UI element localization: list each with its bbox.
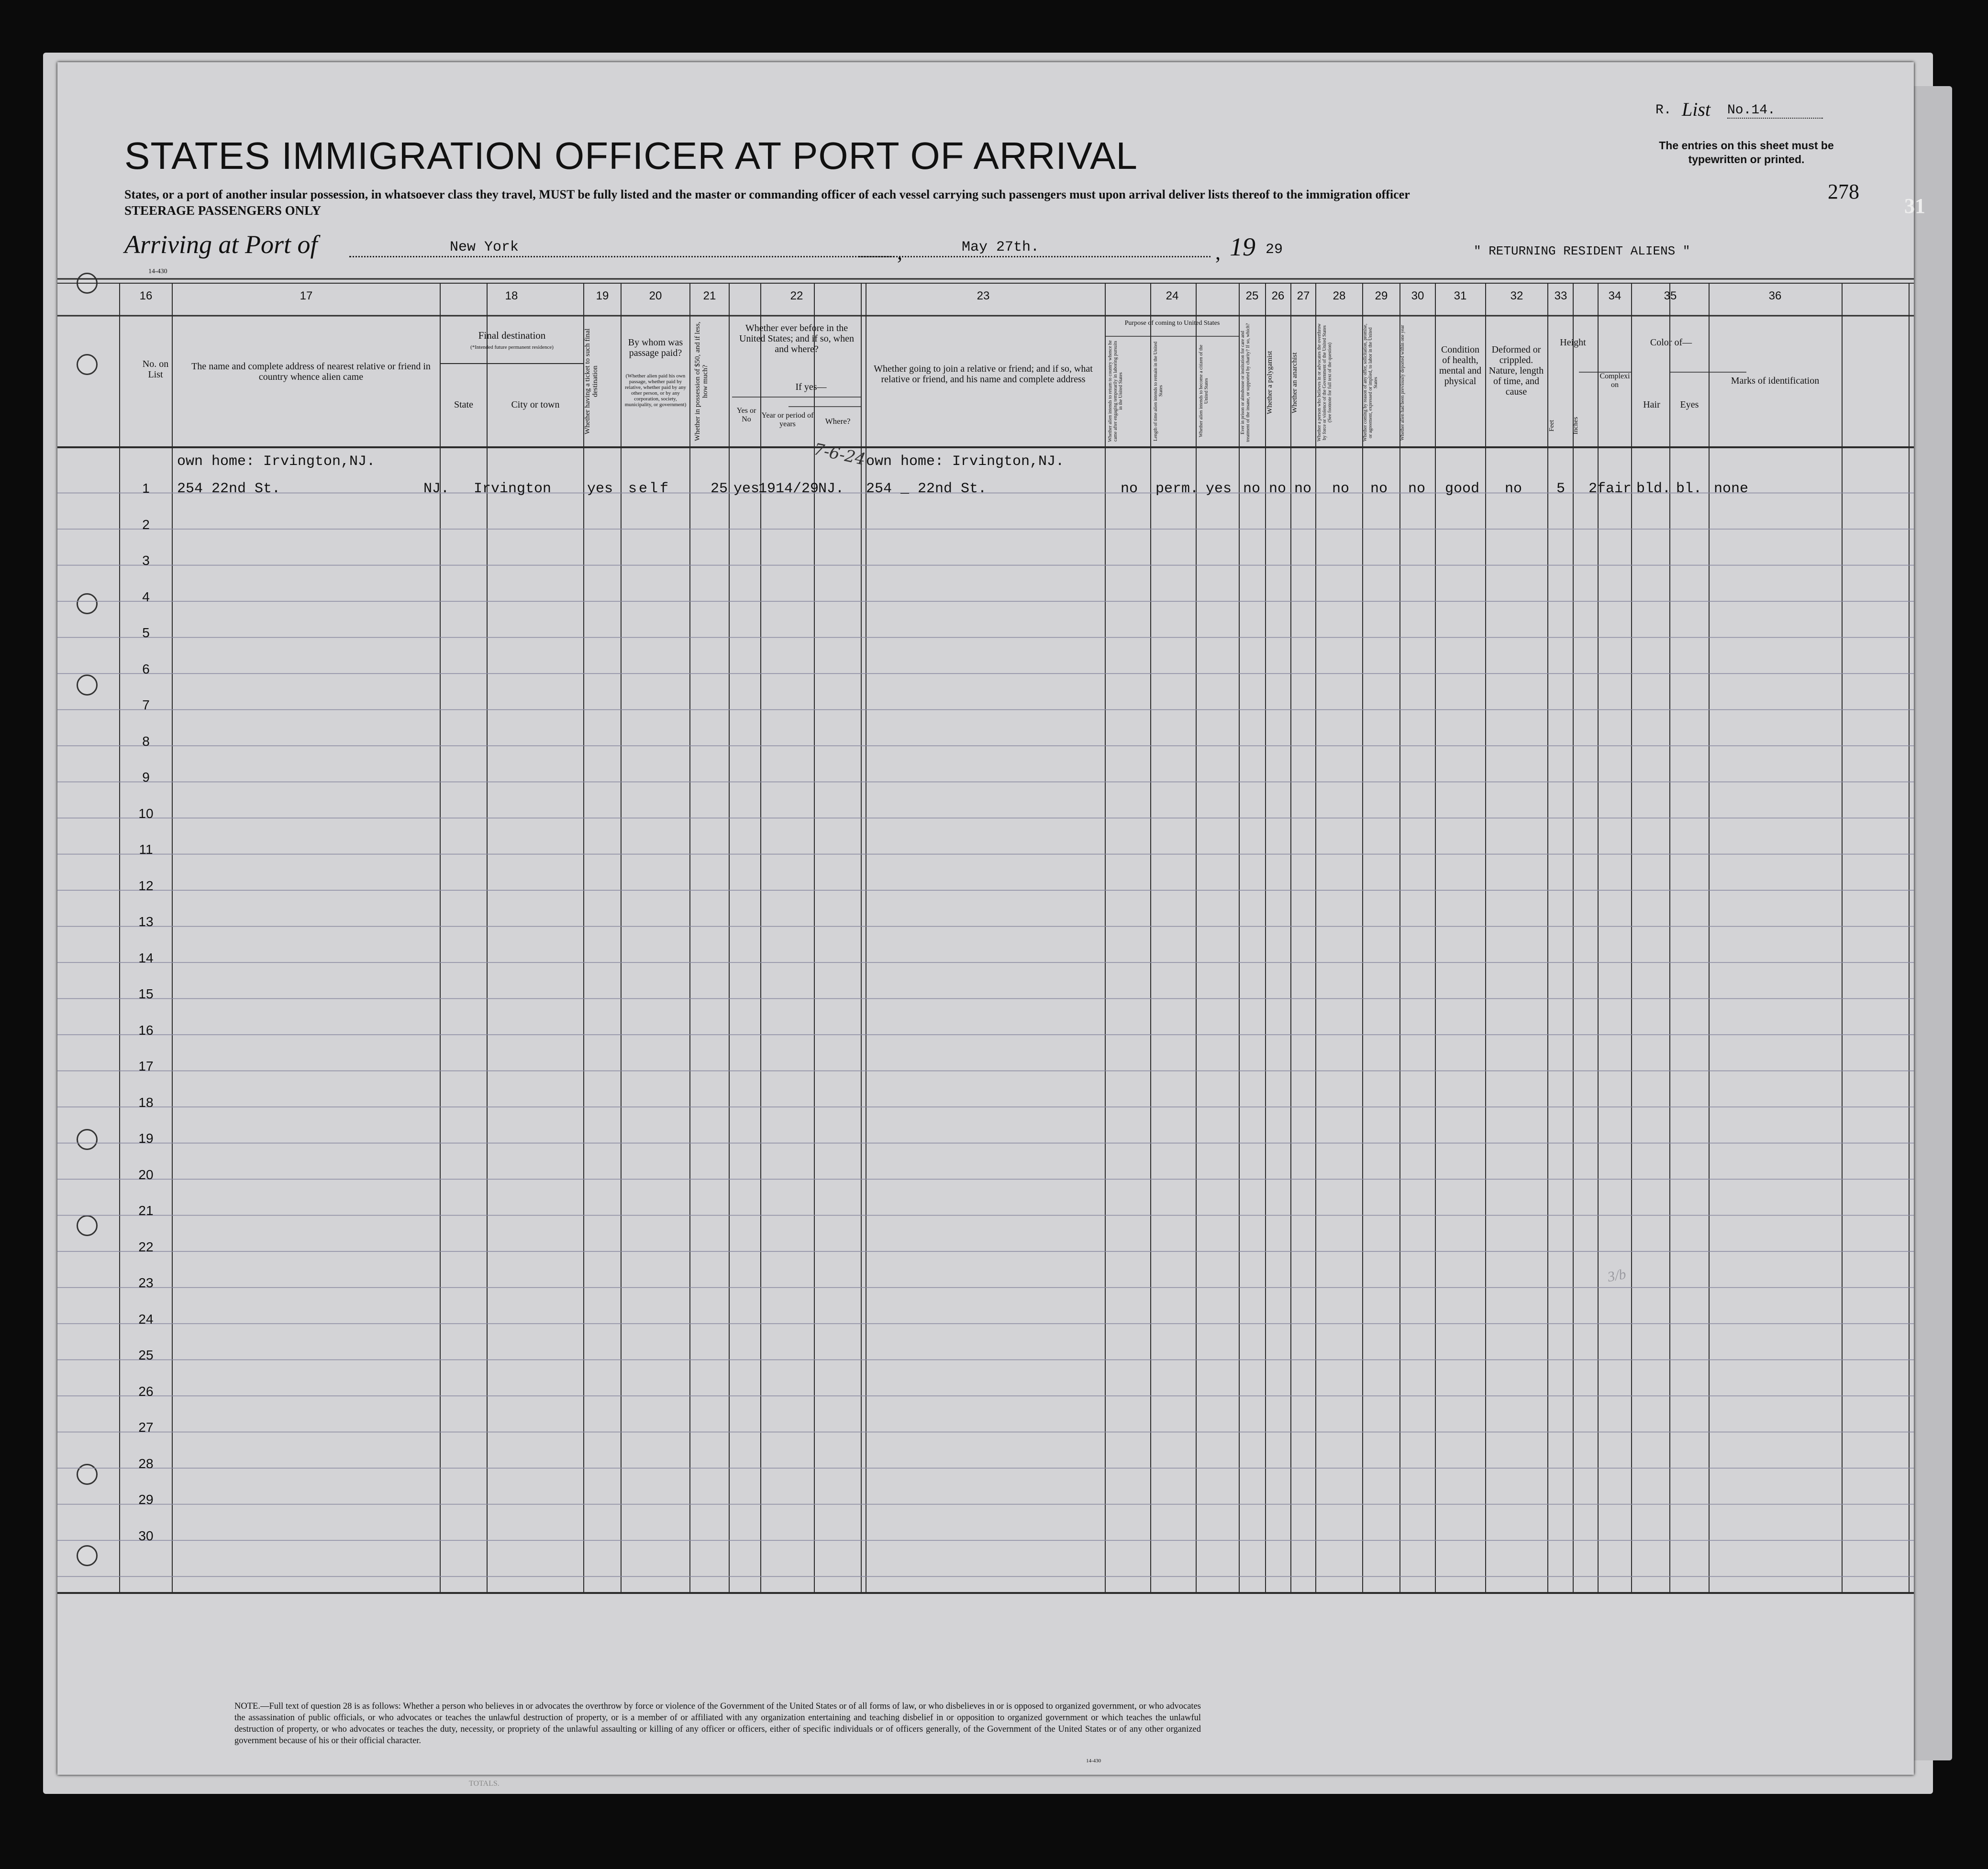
col-29-header: Whether coming by reason of any offer, solicitation, promise, or agreement, expressed or implied, to labor in the United States (1363, 323, 1378, 442)
col-20-subheader: (Whether alien paid his own passage, whether paid by relative, whether paid by any other person, or by any corporation, society, municipality, or government) (624, 373, 687, 408)
row-number: 9 (142, 770, 150, 785)
column-number: 23 (977, 289, 990, 302)
col-32-header: Deformed or crippled. Nature, length of time, and cause (1488, 344, 1544, 397)
column-number: 35 (1664, 289, 1677, 302)
handwritten-annotation: 7-6-24 (812, 440, 867, 469)
row-number: 14 (138, 950, 154, 965)
col-30-header: Whether alien had been previously deported within one year (1400, 325, 1405, 441)
form-code-bottom: 14-430 (1086, 1758, 1101, 1764)
typewritten-note: The entries on this sheet must be typewritten or printed. (1659, 139, 1834, 166)
column-number: 19 (596, 289, 609, 302)
port-value: New York (450, 239, 519, 255)
comma: , (897, 241, 902, 264)
col-17-header: The name and complete address of nearest relative or friend in country whence alien came (191, 361, 431, 382)
col-16-header: No. on List (142, 359, 169, 380)
row-number: 11 (139, 842, 153, 857)
money-value: 25 (711, 481, 728, 497)
col-18-state: State (454, 399, 473, 410)
row-number: 4 (142, 589, 150, 604)
steerage-label: STEERAGE PASSENGERS ONLY (124, 203, 322, 218)
destination-state: NJ. (423, 481, 450, 497)
row-number: 20 (138, 1167, 154, 1182)
col-24-header: Purpose of coming to United States (1124, 320, 1220, 327)
row-number: 7 (142, 697, 150, 712)
col-28-header: Whether a person who believes in or advocates the overthrow by force or violence of the Government of the United States (See footnote for full text of the question) (1317, 323, 1333, 442)
row-number: 29 (138, 1492, 154, 1507)
relative-address-line1: own home: Irvington,NJ. (177, 453, 376, 470)
citizen-value: yes (1206, 481, 1232, 497)
list-prefix: R. (1655, 103, 1672, 118)
row-number: 8 (142, 733, 150, 749)
col-31-header: Condition of health, mental and physical (1439, 344, 1482, 387)
column-number: 25 (1245, 289, 1259, 302)
col-22-yesno: Yes or No (736, 407, 756, 423)
deported-value: no (1408, 481, 1426, 497)
column-number: 26 (1271, 289, 1285, 302)
row-number: 23 (138, 1275, 154, 1290)
col-25-header: Ever in prison or almshouse or institution for care and treatment of the insane, or supported by charity? If so, which? (1240, 323, 1251, 442)
row-number: 21 (138, 1203, 154, 1218)
column-number: 34 (1608, 289, 1621, 302)
col-26-header: Whether a polygamist (1266, 351, 1274, 415)
row-number: 19 (138, 1131, 154, 1146)
complexion-value: fair (1597, 481, 1632, 497)
row-number: 24 (138, 1311, 154, 1327)
destination-city: Irvington (474, 481, 552, 497)
col-18-header: Final destination (478, 330, 546, 341)
col-35-hair: Hair (1643, 399, 1660, 410)
column-number: 33 (1554, 289, 1567, 302)
column-number: 32 (1510, 289, 1523, 302)
col-20-header: By whom was passage paid? (628, 337, 683, 358)
column-number: 21 (703, 289, 716, 302)
column-number: 20 (649, 289, 662, 302)
row-number: 30 (138, 1528, 154, 1543)
table-grid (57, 62, 1914, 1775)
passage-value: self (628, 481, 671, 497)
col-21-header: Whether in possession of $50, and if less, how much? (694, 321, 709, 442)
form-sheet (57, 62, 1925, 1775)
column-number: 18 (505, 289, 518, 302)
form-instructions: States, or a port of another insular possession, in whatsoever class they travel, MUST be fully listed and the master or commanding officer of each vessel carrying such passengers must upon arrival deliver lists thereof to the immigration officer (124, 188, 1410, 201)
prison-value: no (1243, 481, 1261, 497)
column-number: 30 (1411, 289, 1424, 302)
where-value: NJ. (818, 481, 844, 497)
row-number: 17 (138, 1059, 154, 1073)
date-value: May 27th. (962, 239, 1040, 255)
row-number: 5 (142, 625, 150, 640)
join-address-line1: own home: Irvington,NJ. (866, 453, 1065, 470)
row-number: 27 (138, 1420, 154, 1435)
eyes-value: bl. (1676, 481, 1702, 497)
category-label: " RETURNING RESIDENT ALIENS " (1474, 244, 1690, 258)
col-36-header: Marks of identification (1731, 376, 1820, 386)
length-value: perm. (1155, 481, 1199, 497)
column-number: 31 (1454, 289, 1467, 302)
labor-offer-value: no (1370, 481, 1388, 497)
arriving-label: Arriving at Port of (124, 230, 318, 259)
col-24c-header: Whether alien intends to become a citizen of the United States (1199, 344, 1209, 438)
year-value: 1914/29 (758, 481, 819, 497)
before-value: yes (733, 481, 760, 497)
comma: , (1215, 241, 1221, 264)
row-number: 25 (138, 1348, 154, 1362)
year-prefix: 19 (1230, 232, 1255, 261)
row-number: 10 (138, 806, 154, 821)
col-22-where: Where? (825, 417, 851, 426)
row-number: 18 (138, 1095, 154, 1110)
row-number: 13 (138, 914, 154, 929)
col-27-header: Whether an anarchist (1291, 352, 1299, 413)
column-number: 28 (1333, 289, 1346, 302)
list-number: No.14. (1727, 103, 1823, 119)
margin-mark: 3/b (1606, 1266, 1627, 1285)
column-number: 27 (1297, 289, 1310, 302)
col-22-year: Year or period of years (761, 411, 814, 428)
row-number: 2 (142, 517, 150, 532)
col-33-header: Height (1560, 337, 1586, 348)
join-address-line2: 254 _ 22nd St. (866, 481, 987, 497)
row-number: 12 (138, 878, 154, 893)
row-number: 3 (142, 553, 150, 568)
row-number: 15 (138, 986, 154, 1001)
col-33-inches: Inches (1572, 417, 1579, 435)
column-number: 17 (300, 289, 313, 302)
column-number: 22 (790, 289, 803, 302)
col-34-header: Complexion (1599, 372, 1630, 389)
deformed-value: no (1505, 481, 1522, 497)
col-35-header: Color of— (1650, 337, 1692, 348)
column-number: 29 (1375, 289, 1388, 302)
col-33-feet: Feet (1548, 420, 1555, 432)
margin-number: 31 (1904, 194, 1925, 218)
column-number: 24 (1166, 289, 1179, 302)
hair-value: bld. (1636, 481, 1671, 497)
feet-value: 5 (1556, 481, 1566, 497)
marks-value: none (1714, 481, 1749, 497)
row-number: 22 (138, 1239, 154, 1254)
list-label: List (1682, 99, 1711, 120)
page-number: 278 (1828, 180, 1859, 203)
col-18-city: City or town (511, 399, 560, 410)
row-number: 1 (142, 481, 150, 496)
relative-address-line2: 254 22nd St. (177, 481, 281, 497)
column-number: 36 (1768, 289, 1782, 302)
year-suffix: 29 (1266, 242, 1283, 258)
col-24b-header: Length of time alien intends to remain in the United States (1153, 341, 1164, 441)
footnote: NOTE.—Full text of question 28 is as follows: Whether a person who believes in or advocates the overthrow by force or violence of the Government of the United States or of all forms of law, or who disbelieves in or is opposed to organized government, or who advocates the assassination of public officials, or who advocates or teaches the unlawful destruction of property, or is a member of or affiliated with any organization entertaining and teaching disbelief in or opposition to organized government or which teaches the unlawful destruction of property, or who advocates or teaches the duty, necessity, or propriety of the unlawful assaulting or killing of any officer or officers, either of specific individuals or of officers generally, of the Government of the United States or of any other organized government because of his or their official character. (234, 1702, 1201, 1746)
ticket-value: yes (587, 481, 613, 497)
form-code: 14-430 (148, 268, 167, 275)
form-title: STATES IMMIGRATION OFFICER AT PORT OF ARRIVAL (124, 134, 1138, 177)
overthrow-value: no (1332, 481, 1350, 497)
anarchist-value: no (1294, 481, 1312, 497)
col-19-header: Whether having a ticket to such final destination (584, 328, 599, 435)
row-number: 16 (138, 1022, 154, 1038)
column-number: 16 (139, 289, 153, 302)
col-18-subheader: (*Intended future permanent residence) (470, 344, 554, 350)
row-number: 26 (138, 1383, 154, 1399)
row-number: 28 (138, 1456, 154, 1471)
polygamist-value: no (1269, 481, 1287, 497)
col-22-ifyes: If yes— (795, 382, 827, 392)
return-value: no (1121, 481, 1138, 497)
col-22-header: Whether ever before in the United States; and if so, when and where? (739, 323, 854, 354)
bottom-label: TOTALS. (469, 1780, 500, 1788)
col-24a-header: Whether alien intends to return to country whence he came after engaging temporarily in laboring pursuits in the United States (1108, 340, 1123, 442)
col-35-eyes: Eyes (1680, 399, 1699, 410)
health-value: good (1445, 481, 1480, 497)
inches-value: 2 (1588, 481, 1598, 497)
row-number: 6 (142, 661, 150, 676)
col-23-header: Whether going to join a relative or friend; and if so, what relative or friend, and his name and complete address (874, 364, 1093, 385)
